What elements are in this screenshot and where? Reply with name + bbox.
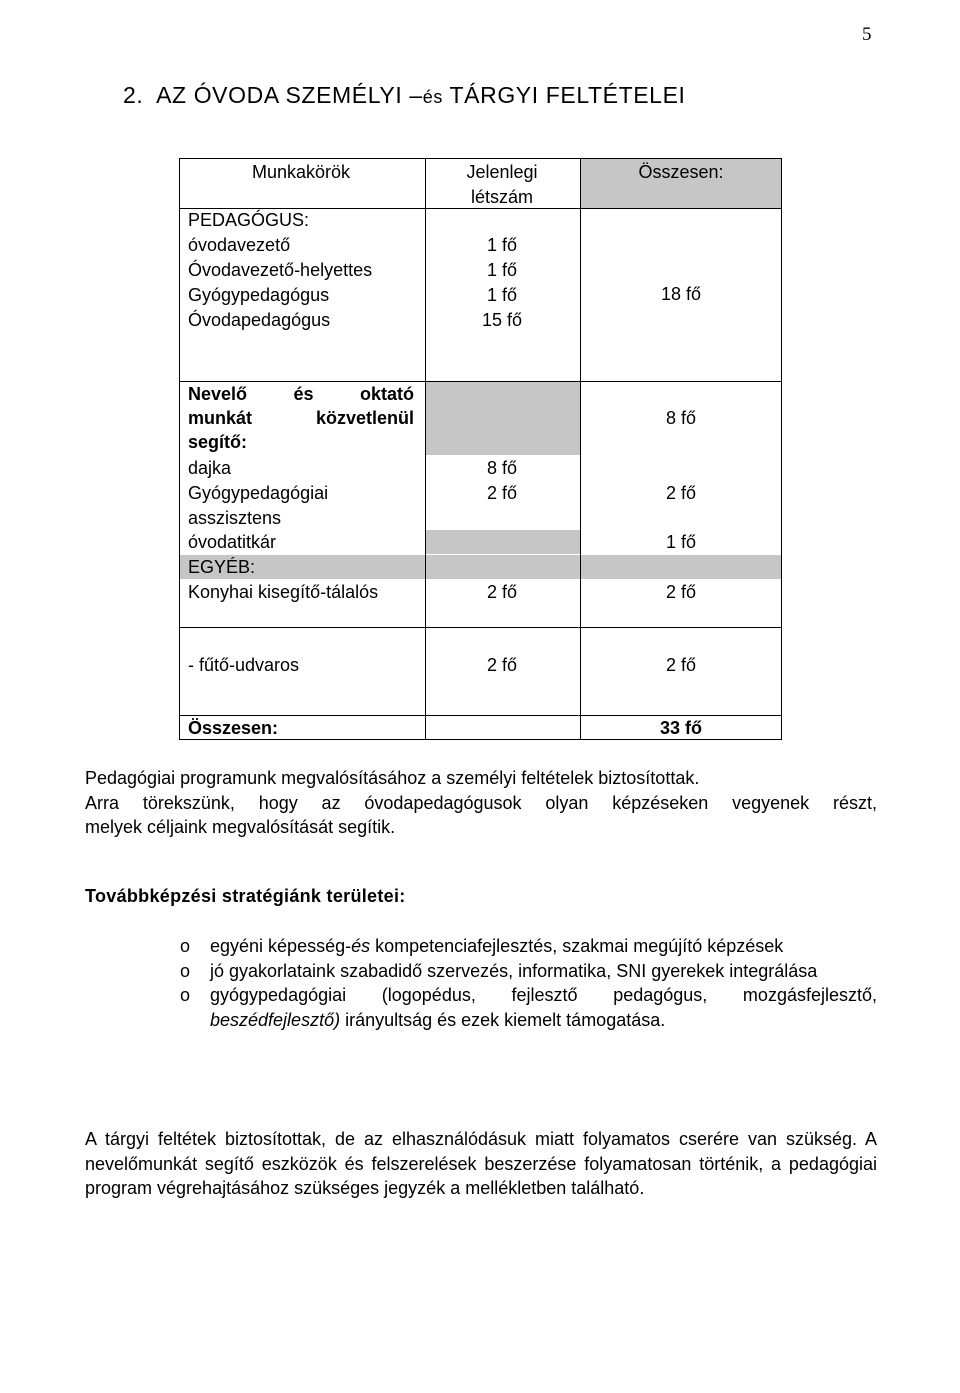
page-heading xyxy=(123,82,686,109)
list-item: o gyógypedagógiai (logopédus, fejlesztő pedagógus, mozgásfejlesztő, beszédfejlesztő) irányultság és ezek kiemelt támogatása. xyxy=(180,985,877,1030)
heading-title-es: és xyxy=(422,87,443,107)
count-dajka: 8 fő xyxy=(486,458,518,478)
role-ovodavezeto: óvodavezető xyxy=(188,235,291,255)
heading-number: 2. xyxy=(123,82,144,108)
role-gyogypedagogus: Gyógypedagógus xyxy=(188,285,330,305)
count-gyogypedagogus: 1 fő xyxy=(486,285,518,305)
nevelo-title-line3: segítő: xyxy=(188,432,248,452)
header-current: Jelenlegi létszám xyxy=(466,162,538,207)
paragraph-personal-line3: melyek céljaink megvalósítását segítik. xyxy=(85,817,396,837)
heading-title-part2: TÁRGYI FELTÉTELEI xyxy=(449,82,686,108)
nevelo-title-line1: Nevelő és oktató xyxy=(188,384,414,404)
table-border-top xyxy=(179,158,782,159)
header-total: Összesen: xyxy=(638,162,724,182)
training-subheading: Továbbképzési stratégiánk területei: xyxy=(85,886,406,906)
paragraph-personal-line1: Pedagógiai programunk megvalósításához a személyi feltételek biztosítottak. xyxy=(85,768,700,788)
role-konyhai: Konyhai kisegítő-tálalós xyxy=(188,582,379,602)
header-roles: Munkakörök xyxy=(251,162,351,182)
pedagogus-title: PEDAGÓGUS: xyxy=(188,210,310,230)
heading-title-part1: AZ ÓVODA SZEMÉLYI – xyxy=(156,82,423,108)
total-titkar: 1 fő xyxy=(665,532,697,552)
bullet-marker: o xyxy=(180,960,191,981)
role-asszisztens: Gyógypedagógiai asszisztens xyxy=(188,483,329,528)
titkar-shade xyxy=(425,530,581,554)
total-futo: 2 fő xyxy=(665,655,697,675)
table-border-left xyxy=(179,158,180,740)
bullet-marker: o xyxy=(180,936,191,956)
role-titkar: óvodatitkár xyxy=(188,532,277,552)
egyeb-title: EGYÉB: xyxy=(188,557,256,577)
pedagogus-total: 18 fő xyxy=(660,284,702,304)
table-border-right xyxy=(781,158,782,740)
role-ovodapedagogus: Óvodapedagógus xyxy=(188,310,331,330)
summary-label: Összesen: xyxy=(188,718,279,738)
list-item: o egyéni képesség-és kompetenciafejlesztés, szakmai megújító képzések xyxy=(180,934,877,959)
staff-table xyxy=(179,158,782,740)
total-konyhai: 2 fő xyxy=(665,582,697,602)
role-futo: - fűtő-udvaros xyxy=(188,655,300,675)
paragraph-material: A tárgyi feltétek biztosítottak, de az elhasználódásuk miatt folyamatos cserére van szükség. A nevelőmunkát segítő eszközök és felszerelések beszerzése folyamatosan történik, a pedagógiai program végrehajtásához szükséges jegyzék a mellékletben található. xyxy=(85,1129,877,1198)
bullet-marker: o xyxy=(180,985,191,1005)
role-helyettes: Óvodavezető-helyettes xyxy=(188,260,373,280)
count-asszisztens: 2 fő xyxy=(486,483,518,503)
count-ovodavezeto: 1 fő xyxy=(486,235,518,255)
section-divider-2 xyxy=(179,627,782,628)
count-futo: 2 fő xyxy=(486,655,518,675)
nevelo-shade xyxy=(425,382,581,455)
list-item: o jó gyakorlataink szabadidő szervezés, informatika, SNI gyerekek integrálása xyxy=(180,959,877,984)
paragraph-personal xyxy=(85,766,877,840)
count-ovodapedagogus: 15 fő xyxy=(481,310,523,330)
page-number: 5 xyxy=(862,24,872,45)
count-helyettes: 1 fő xyxy=(486,260,518,280)
summary-total: 33 fő xyxy=(659,718,702,738)
total-asszisztens: 2 fő xyxy=(665,483,697,503)
count-konyhai: 2 fő xyxy=(486,582,518,602)
training-list xyxy=(180,934,877,1032)
role-dajka: dajka xyxy=(188,458,232,478)
paragraph-personal-line2: Arra törekszünk, hogy az óvodapedagógusok olyan képzéseken vegyenek részt, xyxy=(85,792,877,813)
nevelo-total: 8 fő xyxy=(665,408,697,428)
nevelo-title-line2: munkát közvetlenül xyxy=(188,408,414,428)
